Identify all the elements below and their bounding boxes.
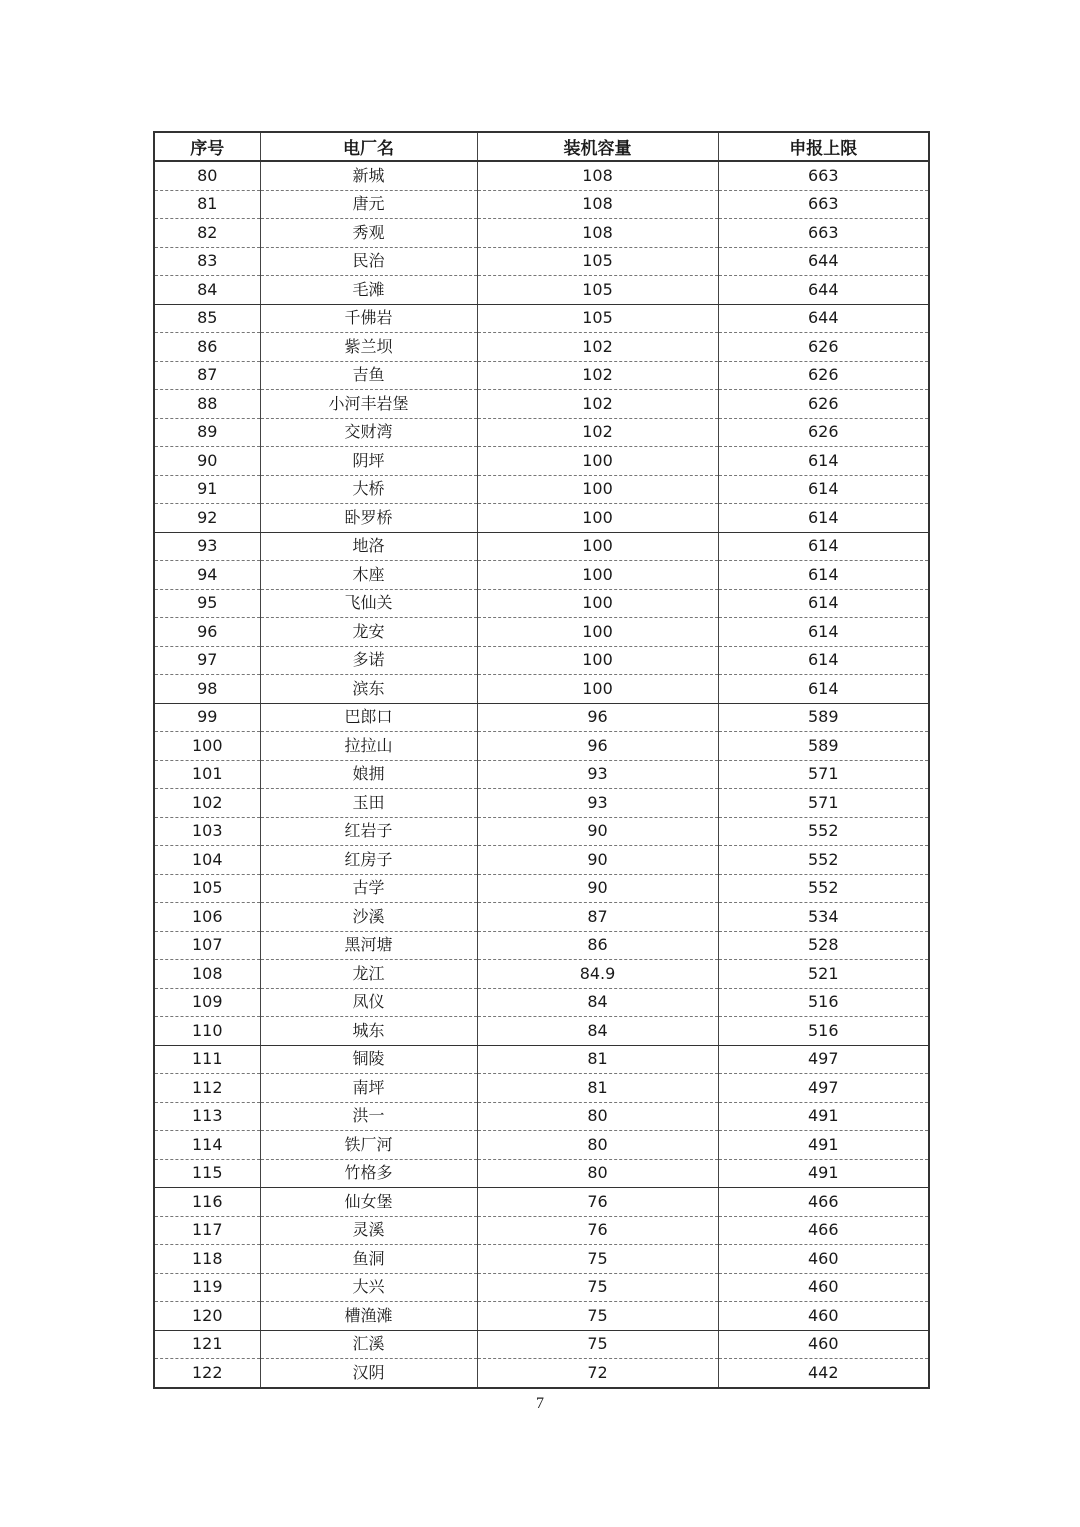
table-row	[154, 532, 929, 561]
cell-plant-name: 飞仙关	[260, 589, 477, 618]
cell-serial-number: 102	[154, 789, 260, 818]
cell-installed-capacity: 100	[477, 475, 718, 504]
cell-plant-name: 拉拉山	[260, 732, 477, 761]
cell-installed-capacity: 80	[477, 1159, 718, 1188]
cell-plant-name: 紫兰坝	[260, 333, 477, 362]
table-row	[154, 475, 929, 504]
cell-plant-name: 毛滩	[260, 276, 477, 305]
table-row	[154, 703, 929, 732]
table-row	[154, 1074, 929, 1103]
table-row	[154, 304, 929, 333]
cell-installed-capacity: 76	[477, 1216, 718, 1245]
cell-installed-capacity: 75	[477, 1330, 718, 1359]
cell-plant-name: 洪一	[260, 1102, 477, 1131]
cell-plant-name: 竹格多	[260, 1159, 477, 1188]
table-row	[154, 618, 929, 647]
cell-plant-name: 民治	[260, 247, 477, 276]
cell-plant-name: 古学	[260, 874, 477, 903]
cell-installed-capacity: 100	[477, 561, 718, 590]
cell-installed-capacity: 105	[477, 304, 718, 333]
cell-serial-number: 95	[154, 589, 260, 618]
table-row	[154, 1131, 929, 1160]
cell-installed-capacity: 100	[477, 504, 718, 533]
cell-serial-number: 117	[154, 1216, 260, 1245]
cell-serial-number: 113	[154, 1102, 260, 1131]
cell-plant-name: 吉鱼	[260, 361, 477, 390]
table-row	[154, 1302, 929, 1331]
cell-serial-number: 100	[154, 732, 260, 761]
cell-declared-limit: 614	[718, 618, 929, 647]
cell-installed-capacity: 102	[477, 361, 718, 390]
cell-declared-limit: 644	[718, 276, 929, 305]
cell-plant-name: 城东	[260, 1017, 477, 1046]
cell-installed-capacity: 90	[477, 817, 718, 846]
cell-serial-number: 91	[154, 475, 260, 504]
cell-plant-name: 龙安	[260, 618, 477, 647]
table-row	[154, 988, 929, 1017]
cell-declared-limit: 516	[718, 988, 929, 1017]
cell-installed-capacity: 80	[477, 1131, 718, 1160]
cell-serial-number: 82	[154, 219, 260, 248]
table-row	[154, 1017, 929, 1046]
cell-plant-name: 小河丰岩堡	[260, 390, 477, 419]
cell-plant-name: 千佛岩	[260, 304, 477, 333]
cell-serial-number: 99	[154, 703, 260, 732]
cell-declared-limit: 614	[718, 561, 929, 590]
cell-installed-capacity: 96	[477, 703, 718, 732]
table-row	[154, 1330, 929, 1359]
table-row	[154, 1045, 929, 1074]
cell-plant-name: 秀观	[260, 219, 477, 248]
cell-serial-number: 110	[154, 1017, 260, 1046]
cell-serial-number: 106	[154, 903, 260, 932]
cell-declared-limit: 626	[718, 333, 929, 362]
cell-serial-number: 119	[154, 1273, 260, 1302]
cell-plant-name: 阴坪	[260, 447, 477, 476]
cell-plant-name: 新城	[260, 161, 477, 190]
cell-declared-limit: 552	[718, 817, 929, 846]
table-row	[154, 361, 929, 390]
table-row	[154, 874, 929, 903]
cell-serial-number: 94	[154, 561, 260, 590]
table-row	[154, 390, 929, 419]
cell-installed-capacity: 87	[477, 903, 718, 932]
cell-plant-name: 唐元	[260, 190, 477, 219]
power-plant-table	[153, 131, 930, 1389]
cell-installed-capacity: 100	[477, 675, 718, 704]
table-row	[154, 1188, 929, 1217]
cell-installed-capacity: 84	[477, 1017, 718, 1046]
cell-declared-limit: 552	[718, 874, 929, 903]
table-row	[154, 675, 929, 704]
cell-installed-capacity: 93	[477, 789, 718, 818]
table-row	[154, 646, 929, 675]
cell-serial-number: 118	[154, 1245, 260, 1274]
cell-serial-number: 116	[154, 1188, 260, 1217]
cell-declared-limit: 516	[718, 1017, 929, 1046]
cell-declared-limit: 626	[718, 390, 929, 419]
cell-serial-number: 86	[154, 333, 260, 362]
cell-plant-name: 交财湾	[260, 418, 477, 447]
cell-installed-capacity: 102	[477, 333, 718, 362]
cell-plant-name: 玉田	[260, 789, 477, 818]
table-row	[154, 333, 929, 362]
cell-serial-number: 121	[154, 1330, 260, 1359]
header-declared-limit: 申报上限	[718, 132, 929, 161]
cell-serial-number: 84	[154, 276, 260, 305]
cell-installed-capacity: 102	[477, 390, 718, 419]
table-row	[154, 1102, 929, 1131]
cell-declared-limit: 614	[718, 646, 929, 675]
cell-plant-name: 红岩子	[260, 817, 477, 846]
cell-installed-capacity: 108	[477, 219, 718, 248]
cell-serial-number: 103	[154, 817, 260, 846]
cell-plant-name: 南坪	[260, 1074, 477, 1103]
cell-serial-number: 107	[154, 931, 260, 960]
cell-declared-limit: 521	[718, 960, 929, 989]
cell-serial-number: 81	[154, 190, 260, 219]
table-header	[154, 132, 929, 161]
table-row	[154, 190, 929, 219]
cell-serial-number: 90	[154, 447, 260, 476]
cell-serial-number: 93	[154, 532, 260, 561]
cell-serial-number: 114	[154, 1131, 260, 1160]
cell-plant-name: 沙溪	[260, 903, 477, 932]
table-row	[154, 760, 929, 789]
cell-declared-limit: 528	[718, 931, 929, 960]
cell-installed-capacity: 108	[477, 161, 718, 190]
cell-installed-capacity: 86	[477, 931, 718, 960]
cell-installed-capacity: 105	[477, 247, 718, 276]
cell-declared-limit: 644	[718, 304, 929, 333]
header-row	[154, 132, 929, 161]
cell-plant-name: 凤仪	[260, 988, 477, 1017]
cell-plant-name: 鱼洞	[260, 1245, 477, 1274]
cell-serial-number: 112	[154, 1074, 260, 1103]
cell-declared-limit: 589	[718, 703, 929, 732]
table-row	[154, 1159, 929, 1188]
cell-declared-limit: 534	[718, 903, 929, 932]
cell-declared-limit: 460	[718, 1330, 929, 1359]
cell-installed-capacity: 84.9	[477, 960, 718, 989]
cell-serial-number: 98	[154, 675, 260, 704]
cell-installed-capacity: 81	[477, 1074, 718, 1103]
cell-plant-name: 仙女堡	[260, 1188, 477, 1217]
cell-installed-capacity: 76	[477, 1188, 718, 1217]
table-row	[154, 418, 929, 447]
cell-declared-limit: 497	[718, 1045, 929, 1074]
cell-installed-capacity: 75	[477, 1245, 718, 1274]
cell-declared-limit: 571	[718, 789, 929, 818]
cell-plant-name: 铜陵	[260, 1045, 477, 1074]
cell-installed-capacity: 102	[477, 418, 718, 447]
cell-declared-limit: 614	[718, 675, 929, 704]
cell-serial-number: 83	[154, 247, 260, 276]
cell-serial-number: 85	[154, 304, 260, 333]
cell-serial-number: 122	[154, 1359, 260, 1388]
cell-declared-limit: 589	[718, 732, 929, 761]
cell-declared-limit: 460	[718, 1273, 929, 1302]
cell-declared-limit: 491	[718, 1131, 929, 1160]
cell-declared-limit: 442	[718, 1359, 929, 1388]
table-row	[154, 247, 929, 276]
table-row	[154, 732, 929, 761]
table-row	[154, 931, 929, 960]
table-row	[154, 960, 929, 989]
cell-installed-capacity: 100	[477, 589, 718, 618]
cell-plant-name: 汇溪	[260, 1330, 477, 1359]
cell-installed-capacity: 100	[477, 447, 718, 476]
cell-serial-number: 89	[154, 418, 260, 447]
cell-plant-name: 地洛	[260, 532, 477, 561]
cell-plant-name: 巴郎口	[260, 703, 477, 732]
cell-plant-name: 木座	[260, 561, 477, 590]
table-row	[154, 447, 929, 476]
header-serial-number: 序号	[154, 132, 260, 161]
cell-declared-limit: 644	[718, 247, 929, 276]
cell-installed-capacity: 93	[477, 760, 718, 789]
cell-plant-name: 红房子	[260, 846, 477, 875]
cell-serial-number: 88	[154, 390, 260, 419]
table-row	[154, 1216, 929, 1245]
table-row	[154, 276, 929, 305]
cell-installed-capacity: 100	[477, 618, 718, 647]
cell-serial-number: 109	[154, 988, 260, 1017]
cell-serial-number: 80	[154, 161, 260, 190]
cell-installed-capacity: 100	[477, 646, 718, 675]
cell-serial-number: 120	[154, 1302, 260, 1331]
cell-declared-limit: 614	[718, 475, 929, 504]
cell-declared-limit: 614	[718, 504, 929, 533]
cell-serial-number: 115	[154, 1159, 260, 1188]
cell-installed-capacity: 72	[477, 1359, 718, 1388]
cell-plant-name: 滨东	[260, 675, 477, 704]
cell-plant-name: 大桥	[260, 475, 477, 504]
cell-declared-limit: 491	[718, 1159, 929, 1188]
cell-serial-number: 96	[154, 618, 260, 647]
cell-declared-limit: 663	[718, 219, 929, 248]
table-row	[154, 504, 929, 533]
cell-plant-name: 灵溪	[260, 1216, 477, 1245]
table-row	[154, 161, 929, 190]
cell-declared-limit: 466	[718, 1216, 929, 1245]
cell-declared-limit: 497	[718, 1074, 929, 1103]
cell-declared-limit: 614	[718, 447, 929, 476]
cell-serial-number: 97	[154, 646, 260, 675]
cell-declared-limit: 626	[718, 418, 929, 447]
cell-installed-capacity: 90	[477, 874, 718, 903]
cell-declared-limit: 491	[718, 1102, 929, 1131]
table-row	[154, 817, 929, 846]
table-row	[154, 1359, 929, 1388]
cell-plant-name: 铁厂河	[260, 1131, 477, 1160]
cell-declared-limit: 663	[718, 190, 929, 219]
cell-serial-number: 101	[154, 760, 260, 789]
table-row	[154, 1245, 929, 1274]
cell-installed-capacity: 84	[477, 988, 718, 1017]
table-row	[154, 903, 929, 932]
table-body	[154, 161, 929, 1388]
cell-plant-name: 娘拥	[260, 760, 477, 789]
cell-declared-limit: 663	[718, 161, 929, 190]
cell-installed-capacity: 108	[477, 190, 718, 219]
cell-installed-capacity: 100	[477, 532, 718, 561]
cell-serial-number: 111	[154, 1045, 260, 1074]
cell-declared-limit: 571	[718, 760, 929, 789]
cell-declared-limit: 614	[718, 589, 929, 618]
table-row	[154, 589, 929, 618]
cell-plant-name: 槽渔滩	[260, 1302, 477, 1331]
cell-declared-limit: 614	[718, 532, 929, 561]
table-row	[154, 1273, 929, 1302]
table-row	[154, 846, 929, 875]
cell-plant-name: 汉阴	[260, 1359, 477, 1388]
cell-plant-name: 大兴	[260, 1273, 477, 1302]
cell-serial-number: 87	[154, 361, 260, 390]
cell-serial-number: 108	[154, 960, 260, 989]
header-plant-name: 电厂名	[260, 132, 477, 161]
cell-declared-limit: 460	[718, 1302, 929, 1331]
cell-declared-limit: 626	[718, 361, 929, 390]
cell-installed-capacity: 80	[477, 1102, 718, 1131]
page-number: 7	[536, 1395, 544, 1412]
cell-plant-name: 卧罗桥	[260, 504, 477, 533]
cell-serial-number: 104	[154, 846, 260, 875]
cell-installed-capacity: 81	[477, 1045, 718, 1074]
cell-serial-number: 105	[154, 874, 260, 903]
cell-plant-name: 龙江	[260, 960, 477, 989]
cell-serial-number: 92	[154, 504, 260, 533]
cell-plant-name: 黑河塘	[260, 931, 477, 960]
table-row	[154, 789, 929, 818]
cell-installed-capacity: 96	[477, 732, 718, 761]
cell-installed-capacity: 90	[477, 846, 718, 875]
cell-installed-capacity: 75	[477, 1273, 718, 1302]
table-row	[154, 561, 929, 590]
cell-declared-limit: 466	[718, 1188, 929, 1217]
cell-installed-capacity: 75	[477, 1302, 718, 1331]
cell-declared-limit: 460	[718, 1245, 929, 1274]
cell-plant-name: 多诺	[260, 646, 477, 675]
table-row	[154, 219, 929, 248]
header-installed-capacity: 装机容量	[477, 132, 718, 161]
cell-declared-limit: 552	[718, 846, 929, 875]
cell-installed-capacity: 105	[477, 276, 718, 305]
